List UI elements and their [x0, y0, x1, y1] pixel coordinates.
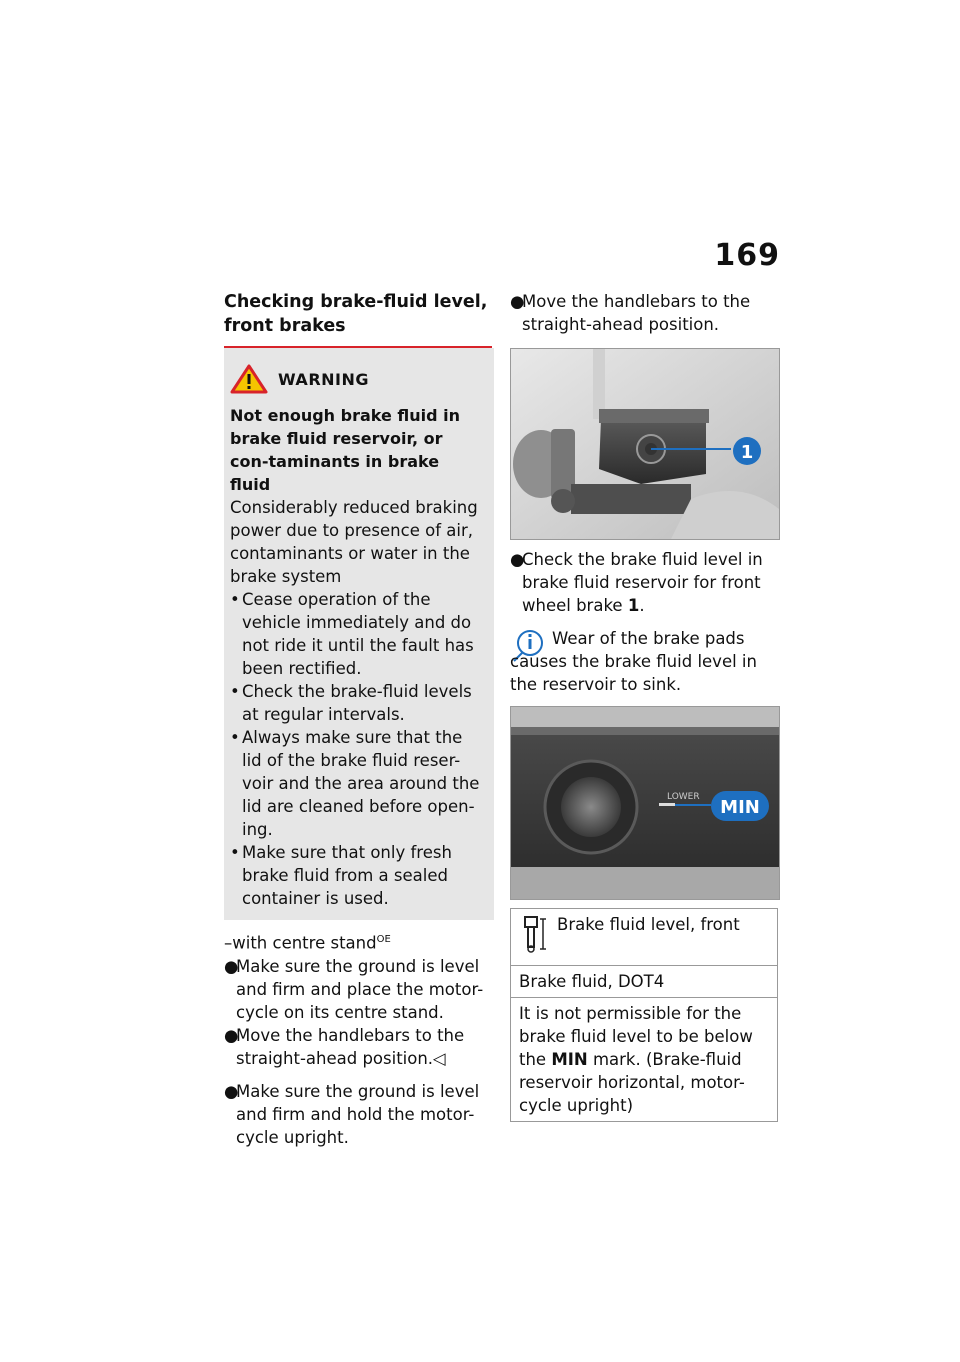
left-column	[224, 290, 494, 1149]
note-text: Wear of the brake pads causes the brake fluid level in the reservoir to sink.	[510, 629, 757, 694]
warning-triangle-icon	[230, 364, 268, 394]
steps-list-2	[224, 1080, 494, 1149]
spec-fluid: Brake fluid, DOT4	[511, 966, 778, 998]
min-mark-photo	[510, 706, 780, 900]
fluid-level-icon	[519, 913, 547, 953]
right-column	[510, 290, 782, 1122]
note	[510, 627, 782, 696]
warning-box	[224, 348, 494, 920]
steps-list-right-2	[510, 548, 782, 617]
list-item: ● Move the handlebars to the straight-ahead position.◁	[224, 1025, 465, 1068]
reservoir-photo	[510, 348, 780, 540]
list-item: • Always make sure that the lid of the brake fluid reser-voir and the area around the lid are cleaned before open-ing.	[230, 728, 480, 839]
list-item: ● Make sure the ground is level and firm and place the motor-cycle on its centre stand.	[224, 956, 484, 1022]
warning-label: WARNING	[278, 369, 369, 389]
list-item: • Check the brake-fluid levels at regular intervals.	[230, 682, 472, 724]
steps-list	[224, 955, 494, 1070]
list-item: ● Make sure the ground is level and firm and hold the motor-cycle upright.	[224, 1081, 480, 1147]
condition-line: –with centre stand$^{OE}$	[224, 933, 391, 953]
figure-label-lower: LOWER	[667, 792, 700, 802]
warning-headline: Not enough brake fluid in brake fluid reservoir, or con-taminants in brake fluid	[230, 406, 461, 494]
steps-list-right	[510, 290, 782, 336]
spec-table	[510, 908, 778, 1122]
spec-title: Brake fluid level, front	[557, 915, 740, 934]
list-item: • Cease operation of the vehicle immediately and do not ride it until the fault has been rectified.	[230, 590, 474, 678]
section-title: Checking brake-fluid level, front brakes	[224, 292, 488, 336]
list-item: ● Move the handlebars to the straight-ahead position.	[510, 292, 751, 334]
figure-label-min: MIN	[720, 797, 760, 818]
page-number: 169	[714, 238, 780, 273]
warning-list	[230, 588, 484, 910]
warning-consequence: Considerably reduced braking power due to presence of air, contaminants or water in the brake system	[230, 498, 478, 586]
list-item: • Make sure that only fresh brake fluid from a sealed container is used.	[230, 843, 452, 908]
warning-title	[230, 364, 484, 394]
figure-callout-1: 1	[740, 442, 754, 463]
spec-rule: It is not permissible for the brake fluid level to be below the MIN mark. (Brake-fluid reservoir horizontal, motor-cycle upright)	[511, 998, 778, 1122]
spec-title-cell	[511, 909, 778, 966]
list-item: ● Check the brake fluid level in brake fluid reservoir for front wheel brake 1.	[510, 550, 763, 615]
